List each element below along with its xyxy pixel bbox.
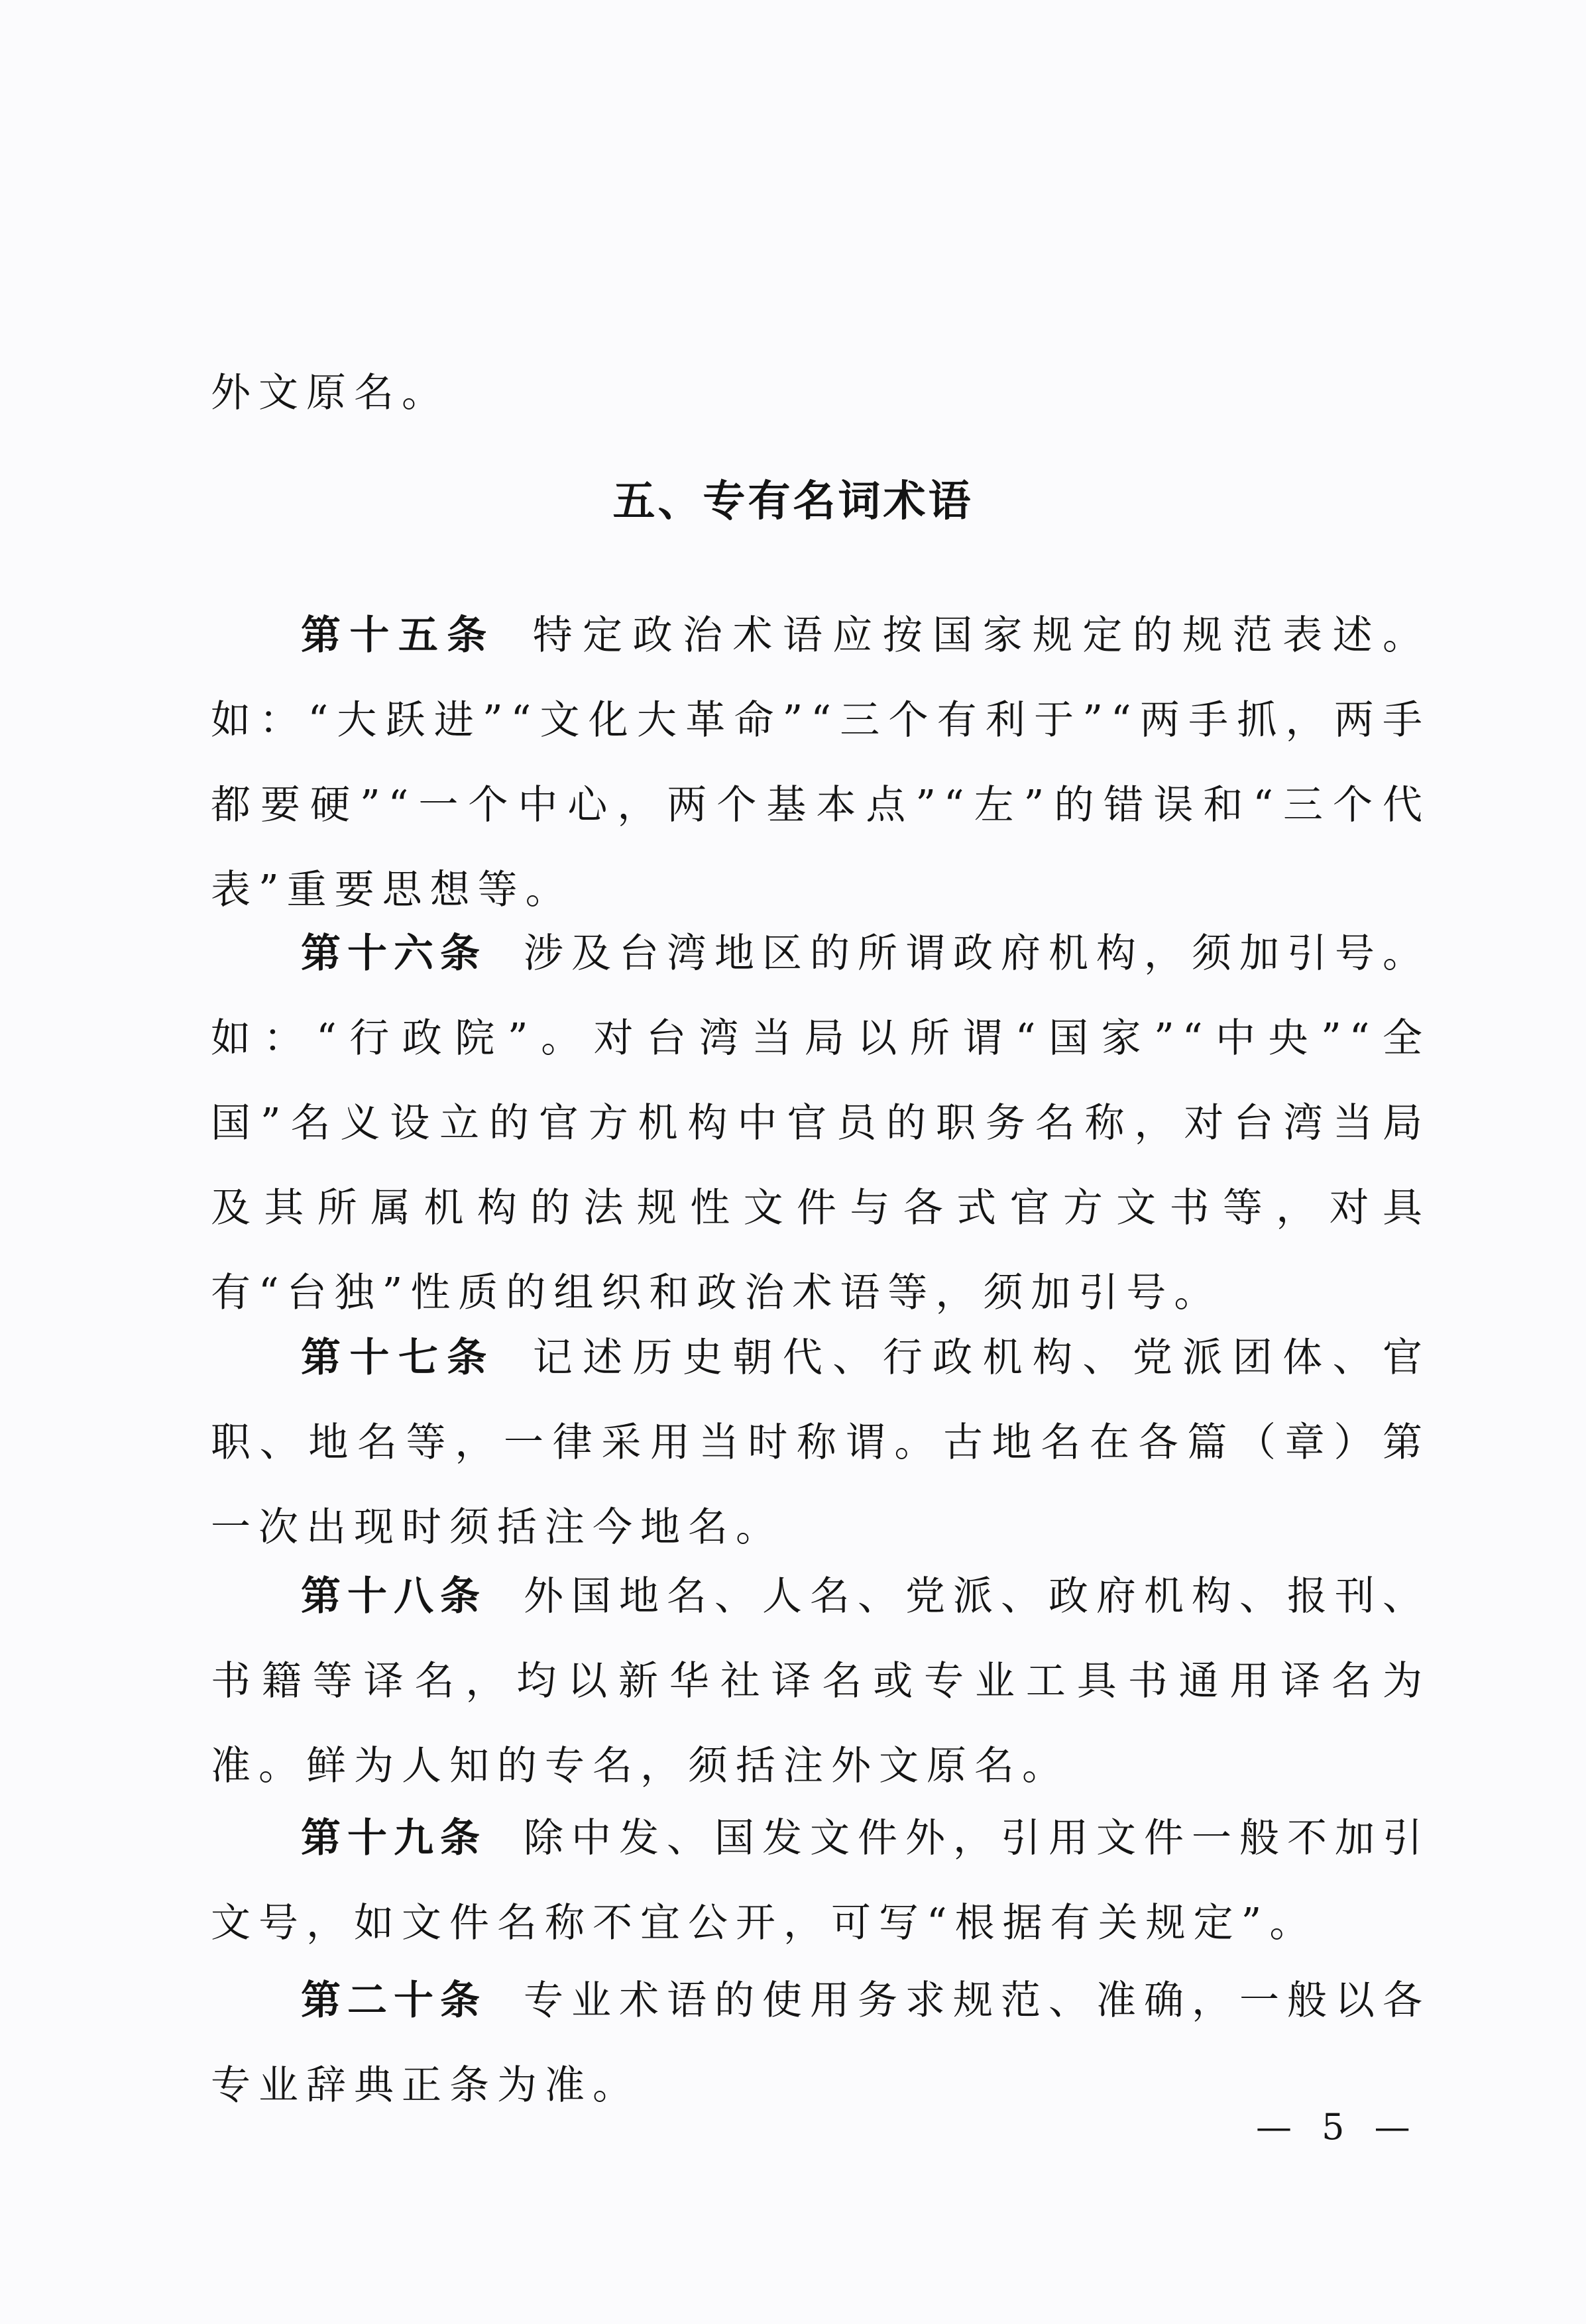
article-number: 第二十条 — [301, 1977, 486, 2024]
article-text: 记述历史朝代、行政机构、党派团体、官职、地名等，一律采用当时称谓。古地名在各篇（章）第一次出现时须括注今地名。 — [211, 1335, 1431, 1551]
article-number: 第十九条 — [301, 1815, 486, 1861]
article-text: 除中发、国发文件外，引用文件一般不加引文号，如文件名称不宜公开，可写“根据有关规定”。 — [211, 1815, 1430, 1946]
page-number: — 5 — — [1256, 2106, 1420, 2148]
article-text: 专业术语的使用务求规范、准确，一般以各专业辞典正条为准。 — [211, 1977, 1430, 2109]
article-number: 第十七条 — [301, 1335, 496, 1381]
article-number: 第十六条 — [301, 930, 486, 977]
article-text: 涉及台湾地区的所谓政府机构，须加引号。如：“行政院”。对台湾当局以所谓“国家”“中央”“全国”名义设立的官方机构中官员的职务名称，对台湾当局及其所属机构的法规性文件与各式官方文书等，对具有“台独”性质的组织和政治术语等，须加引号。 — [211, 930, 1430, 1316]
article-15 — [211, 593, 1430, 932]
article-18 — [211, 1554, 1430, 1808]
article-number: 第十八条 — [301, 1573, 486, 1620]
article-number: 第十五条 — [301, 612, 496, 659]
article-text: 外国地名、人名、党派、政府机构、报刊、书籍等译名，均以新华社译名或专业工具书通用译名为准。鲜为人知的专名，须括注外文原名。 — [211, 1573, 1430, 1789]
section-heading: 五、专有名词术语 — [612, 477, 974, 526]
article-19 — [211, 1796, 1430, 1965]
continuation-text: 外文原名。 — [211, 370, 449, 416]
article-text: 特定政治术语应按国家规定的规范表述。如：“大跃进”“文化大革命”“三个有利于”“两手抓，两手都要硬”“一个中心，两个基本点”“左”的错误和“三个代表”重要思想等。 — [211, 612, 1431, 913]
article-17 — [211, 1315, 1430, 1570]
article-20 — [211, 1958, 1430, 2128]
article-16 — [211, 911, 1430, 1335]
